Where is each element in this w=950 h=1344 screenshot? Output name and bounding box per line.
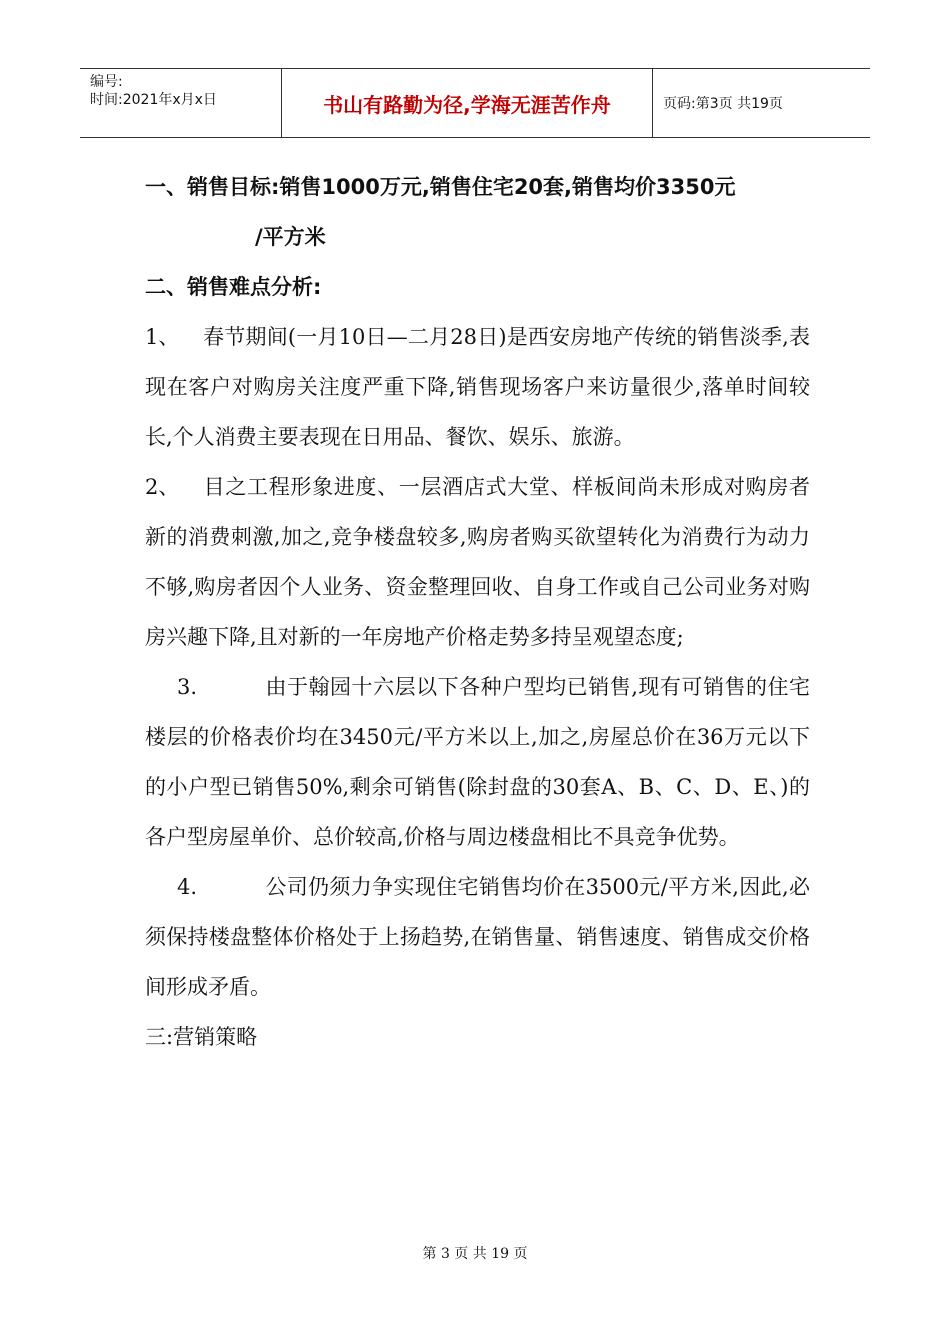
heading-marketing-strategy: 三:营销策略 xyxy=(145,1025,258,1049)
header-meta xyxy=(80,69,282,137)
item-text: 春节期间(一月10日—二月28日)是西安房地产传统的销售淡季,表现在客户对购房关注度严重下降,销售现场客户来访量很少,落单时间较长,个人消费主要表现在日用品、餐饮、娱乐、旅游。 xyxy=(145,325,810,449)
item-text: 由于翰园十六层以下各种户型均已销售,现有可销售的住宅楼层的价格表价均在3450元/平方米以上,加之,房屋总价在36万元以下的小户型已销售50%,剩余可销售(除封盘的30套A、B、C、D、E、)的各户型房屋单价、总价较高,价格与周边楼盘相比不具竞争优势。 xyxy=(145,675,810,849)
header-page-info: 页码:第3页 共19页 xyxy=(663,96,783,112)
paragraph-item-4 xyxy=(145,862,810,1012)
heading-sales-target-cont: /平方米 xyxy=(255,225,326,249)
paragraph-item-2 xyxy=(145,462,810,662)
page-header xyxy=(80,68,870,138)
heading-difficulty-analysis: 二、销售难点分析: xyxy=(145,275,322,299)
page-footer: 第 3 页 共 19 页 xyxy=(422,1246,528,1262)
heading-sales-target: 一、销售目标:销售1000万元,销售住宅20套,销售均价3350元 xyxy=(145,175,736,199)
paragraph-item-1 xyxy=(145,312,810,462)
doc-number-label: 编号: xyxy=(90,74,123,90)
paragraph-item-3 xyxy=(145,662,810,862)
document-body xyxy=(145,162,810,1062)
item-number: 3. xyxy=(177,675,198,699)
item-number: 2、 xyxy=(145,475,180,499)
item-text: 目之工程形象进度、一层酒店式大堂、样板间尚未形成对购房者新的消费刺激,加之,竞争楼盘较多,购房者购买欲望转化为消费行为动力不够,购房者因个人业务、资金整理回收、自身工作或自己公司业务对购房兴趣下降,且对新的一年房地产价格走势多持呈观望态度; xyxy=(145,475,810,649)
item-number: 4. xyxy=(177,875,198,899)
item-text: 公司仍须力争实现住宅销售均价在3500元/平方米,因此,必须保持楼盘整体价格处于上扬趋势,在销售量、销售速度、销售成交价格间形成矛盾。 xyxy=(145,875,810,999)
item-number: 1、 xyxy=(145,325,180,349)
doc-time-label: 时间:2021年x月x日 xyxy=(90,92,217,108)
header-motto: 书山有路勤为径,学海无涯苦作舟 xyxy=(282,69,653,137)
